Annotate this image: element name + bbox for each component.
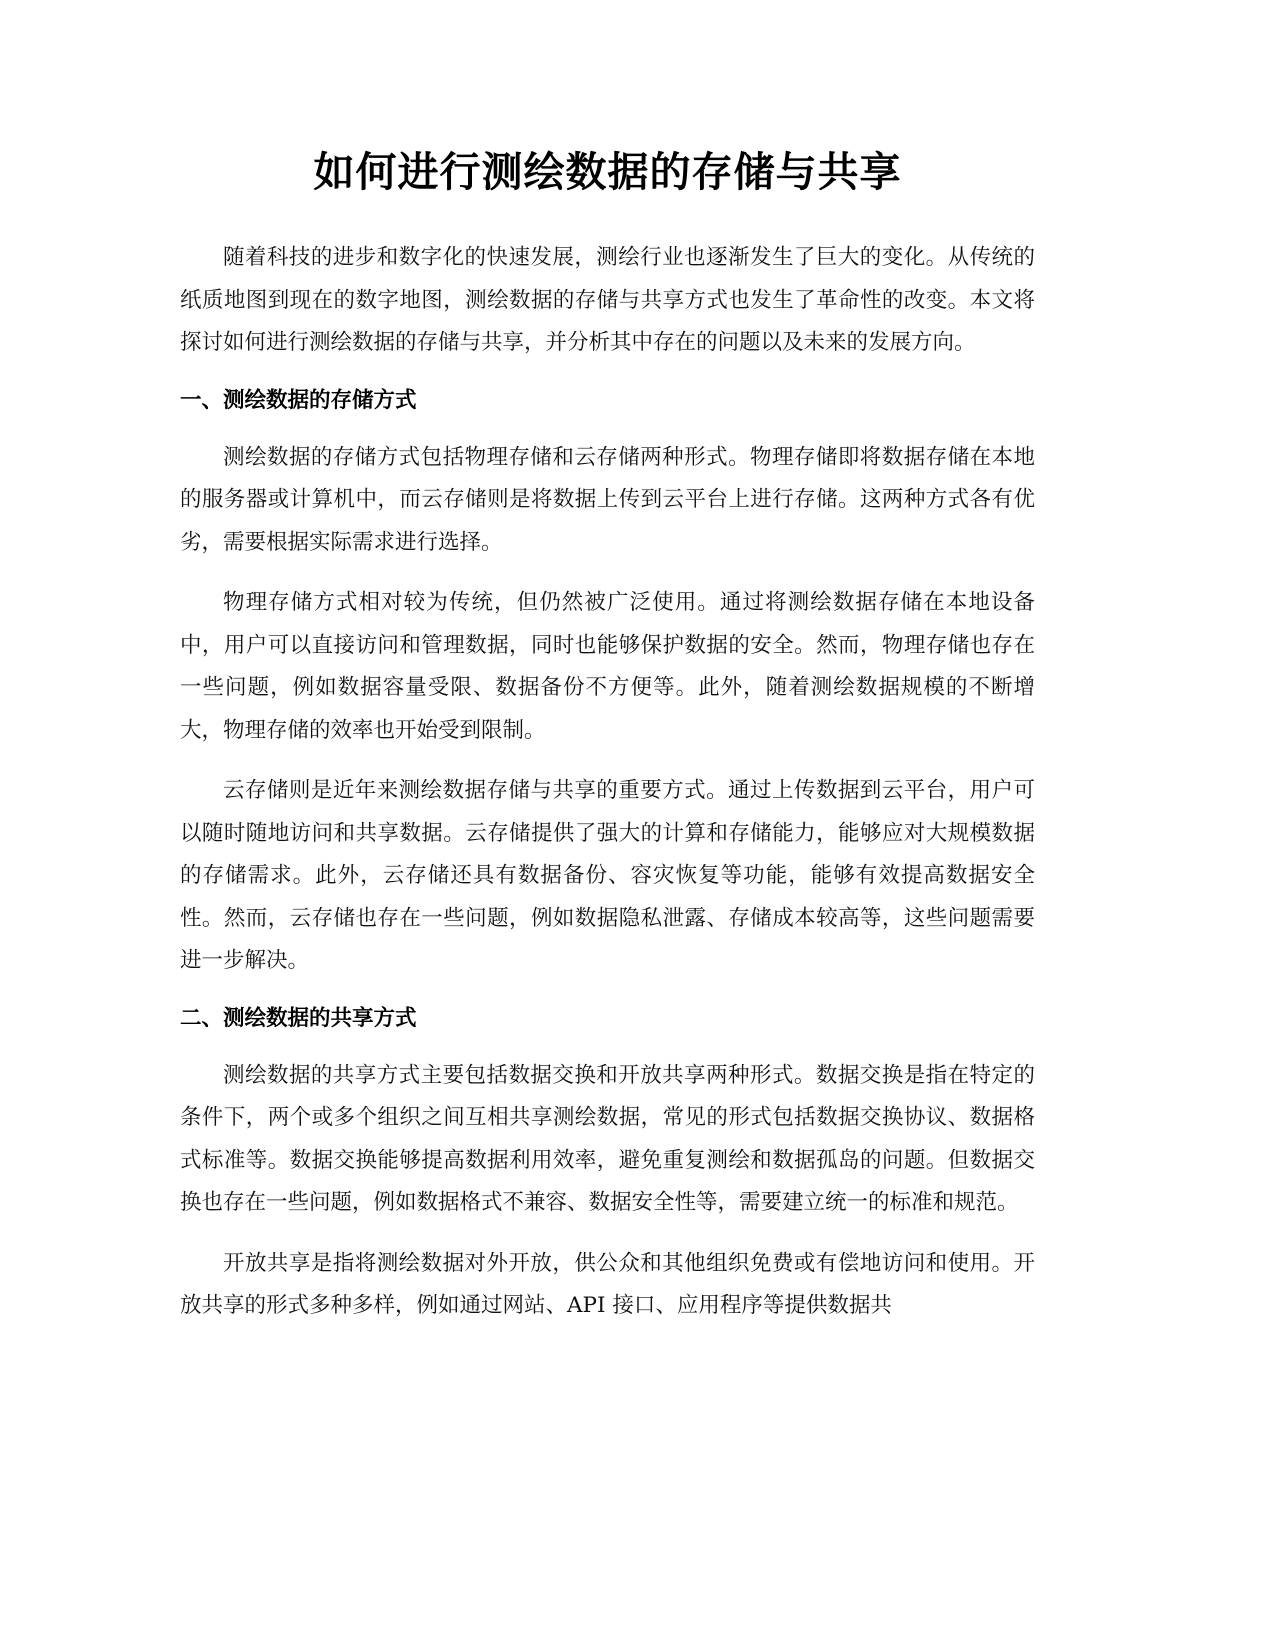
document-title: 如何进行测绘数据的存储与共享 [313,148,902,196]
section-heading-sharing: 二、测绘数据的共享方式 [180,1005,417,1031]
storage-paragraph-1: 测绘数据的存储方式包括物理存储和云存储两种形式。物理存储即将数据存储在本地的服务器或计算机中，而云存储则是将数据上传到云平台上进行存储。这两种方式各有优劣，需要根据实际需求进行选择。 [180,444,1035,555]
storage-paragraph-3: 云存储则是近年来测绘数据存储与共享的重要方式。通过上传数据到云平台，用户可以随时随地访问和共享数据。云存储提供了强大的计算和存储能力，能够应对大规模数据的存储需求。此外，云存储还具有数据备份、容灾恢复等功能，能够有效提高数据安全性。然而，云存储也存在一些问题，例如数据隐私泄露、存储成本较高等，这些问题需要进一步解决。 [180,778,1035,973]
intro-paragraph: 随着科技的进步和数字化的快速发展，测绘行业也逐渐发生了巨大的变化。从传统的纸质地图到现在的数字地图，测绘数据的存储与共享方式也发生了革命性的改变。本文将探讨如何进行测绘数据的存储与共享，并分析其中存在的问题以及未来的发展方向。 [180,245,1035,355]
spacer [180,983,1035,998]
spacer [180,365,1035,380]
spacer [180,1040,1035,1055]
spacer [180,422,1035,437]
document-body [180,140,1035,1328]
sharing-paragraph-1: 测绘数据的共享方式主要包括数据交换和开放共享两种形式。数据交换是指在特定的条件下，两个或多个组织之间互相共享测绘数据，常见的形式包括数据交换协议、数据格式标准等。数据交换能够提高数据利用效率，避免重复测绘和数据孤岛的问题。但数据交换也存在一些问题，例如数据格式不兼容、数据安全性等，需要建立统一的标准和规范。 [180,1062,1035,1215]
spacer [180,204,1035,237]
storage-paragraph-2: 物理存储方式相对较为传统，但仍然被广泛使用。通过将测绘数据存储在本地设备中，用户可以直接访问和管理数据，同时也能够保护数据的安全。然而，物理存储也存在一些问题，例如数据容量受限、数据备份不方便等。此外，随着测绘数据规模的不断增大，物理存储的效率也开始受到限制。 [180,590,1035,743]
sharing-paragraph-2: 开放共享是指将测绘数据对外开放，供公众和其他组织免费或有偿地访问和使用。开放共享的形式多种多样，例如通过网站、API 接口、应用程序等提供数据共 [180,1250,1035,1318]
spacer [180,752,1035,770]
spacer [180,1225,1035,1243]
section-heading-storage: 一、测绘数据的存储方式 [180,387,417,413]
spacer [180,564,1035,582]
